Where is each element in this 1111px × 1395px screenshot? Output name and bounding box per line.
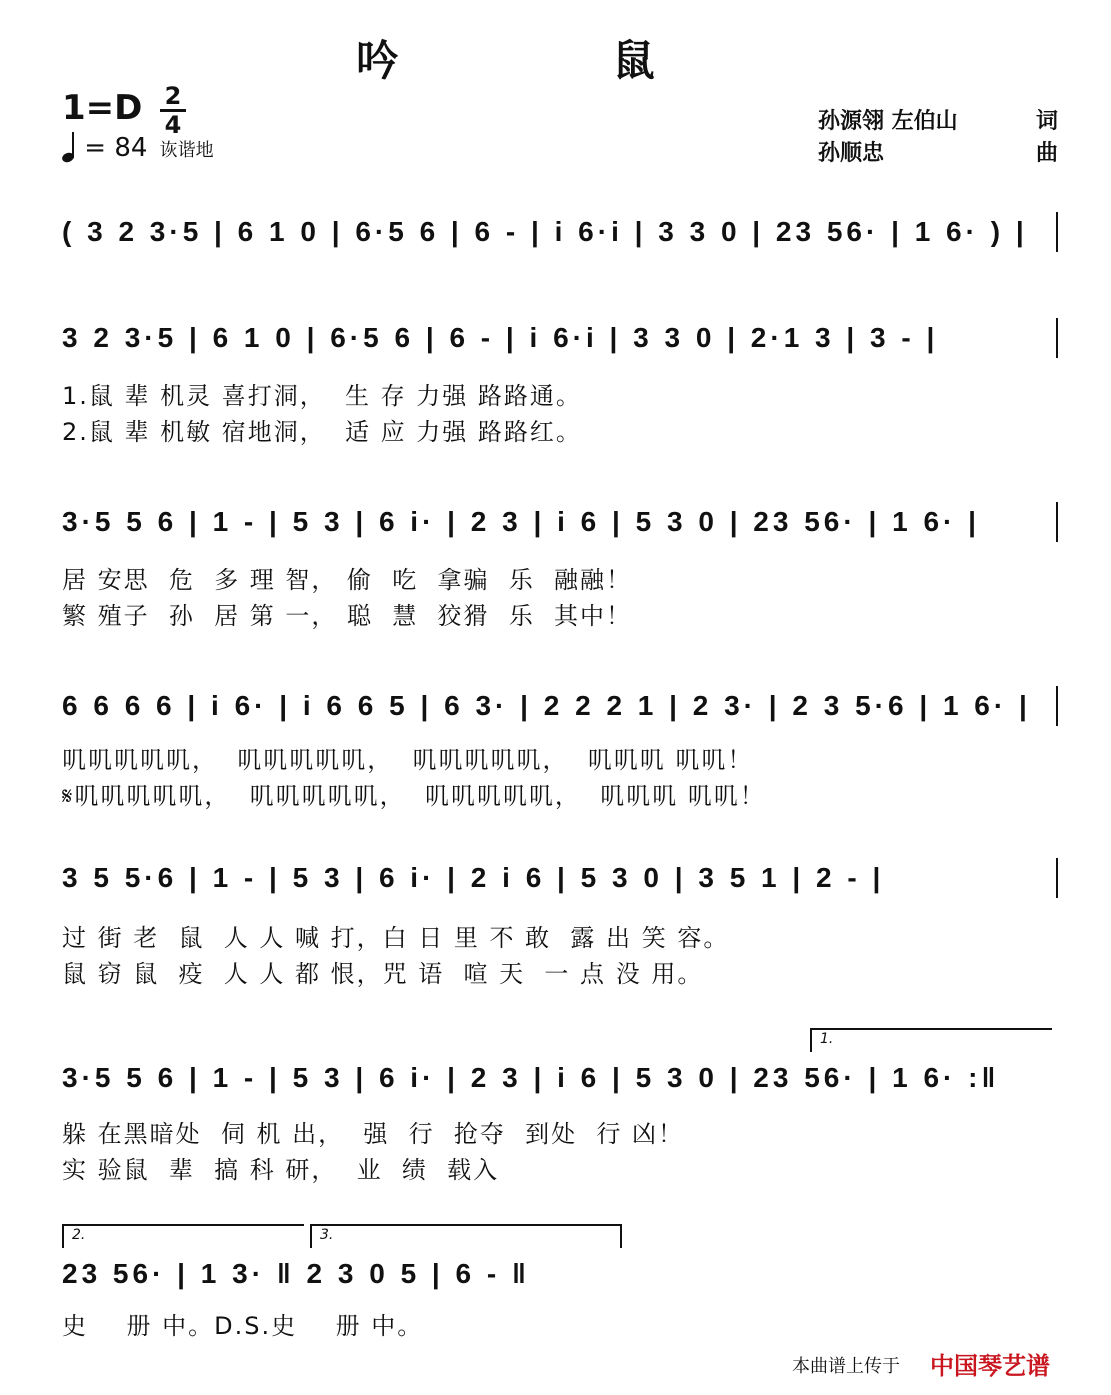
lyric-verse-2: 鼠 窃 鼠 疫 人 人 都 恨，咒 语 喧 天 一 点 没 用。 <box>62 960 704 988</box>
barline <box>1056 502 1058 542</box>
composer: 孙顺忠 <box>818 141 885 166</box>
volta-label: 2. <box>72 1227 86 1243</box>
notation-line-5: 3·5 5 6 | 1 - | 5 3 | 6 i· | 2 3 | i 6 | 5 3 0 | 23 56· | 1 6· :‖ <box>62 1062 1000 1093</box>
composer-role: 曲 <box>1035 141 1058 166</box>
lyric-ending: 史 册 中。D.S.史 册 中。 <box>62 1312 424 1340</box>
notation-line-2: 3·5 5 6 | 1 - | 5 3 | 6 i· | 2 3 | i 6 | 5 3 0 | 23 56· | 1 6· | <box>62 506 980 537</box>
lyricists: 孙源翎 左伯山 <box>818 109 958 134</box>
notation-line-6: 23 56· | 1 3· ‖ 2 3 0 5 | 6 - ‖ <box>62 1258 530 1289</box>
page-title: 吟 鼠 <box>356 36 755 85</box>
lyric-verse-2: 实 验鼠 辈 搞 科 研， 业 绩 载入 <box>62 1156 500 1184</box>
lyric-verse-1: 居 安思 危 多 理 智， 偷 吃 拿骗 乐 融融！ <box>62 566 633 594</box>
lyric-verse-1: 1.鼠 辈 机灵 喜打洞， 生 存 力强 路路通。 <box>62 382 582 410</box>
lyric-verse-1: 叽叽叽叽叽， 叽叽叽叽叽， 叽叽叽叽叽， 叽叽叽 叽叽！ <box>62 746 754 774</box>
barline <box>1056 318 1058 358</box>
volta-label: 3. <box>320 1227 334 1243</box>
tempo-marking <box>62 132 214 163</box>
lyric-verse-1: 躲 在黑暗处 伺 机 出， 强 行 抢夺 到处 行 凶！ <box>62 1120 685 1148</box>
lyricists-role: 词 <box>1035 109 1058 134</box>
tempo-value: = 84 <box>84 133 148 163</box>
time-bottom: 4 <box>164 111 182 139</box>
notation-line-intro: ( 3 2 3·5 | 6 1 0 | 6·5 6 | 6 - | i 6·i | 3 3 0 | 23 56· | 1 6· ) | <box>62 216 1028 247</box>
quarter-note-icon <box>62 132 76 162</box>
credits <box>818 106 1058 170</box>
key-signature: 1=D <box>62 88 143 128</box>
lyric-verse-1: 过 街 老 鼠 人 人 喊 打，白 日 里 不 敢 露 出 笑 容。 <box>62 924 730 952</box>
expression-mark: 诙谐地 <box>159 140 214 161</box>
site-logo: 中国琴艺谱 <box>930 1351 1050 1380</box>
lyric-verse-2: 繁 殖子 孙 居 第 一， 聪 慧 狡猾 乐 其中！ <box>62 602 633 630</box>
barline <box>1056 858 1058 898</box>
volta-label: 1. <box>820 1031 834 1047</box>
volta-bracket-2 <box>62 1224 304 1248</box>
upload-note: 本曲谱上传于 <box>792 1356 900 1377</box>
volta-bracket-3 <box>310 1224 622 1248</box>
notation-line-3: 6 6 6 6 | i 6· | i 6 6 5 | 6 3· | 2 2 2 1 | 2 3· | 2 3 5·6 | 1 6· | <box>62 690 1031 721</box>
lyric-verse-2: 𝄋叽叽叽叽叽， 叽叽叽叽叽， 叽叽叽叽叽， 叽叽叽 叽叽！ <box>62 782 766 810</box>
volta-bracket-1 <box>810 1028 1052 1052</box>
barline <box>1056 686 1058 726</box>
notation-line-1: 3 2 3·5 | 6 1 0 | 6·5 6 | 6 - | i 6·i | 3 3 0 | 2·1 3 | 3 - | <box>62 322 939 353</box>
notation-line-4: 3 5 5·6 | 1 - | 5 3 | 6 i· | 2 i 6 | 5 3 0 | 3 5 1 | 2 - | <box>62 862 885 893</box>
time-signature <box>156 84 190 137</box>
lyric-verse-2: 2.鼠 辈 机敏 宿地洞， 适 应 力强 路路红。 <box>62 418 582 446</box>
barline <box>1056 212 1058 252</box>
time-top: 2 <box>164 82 182 110</box>
